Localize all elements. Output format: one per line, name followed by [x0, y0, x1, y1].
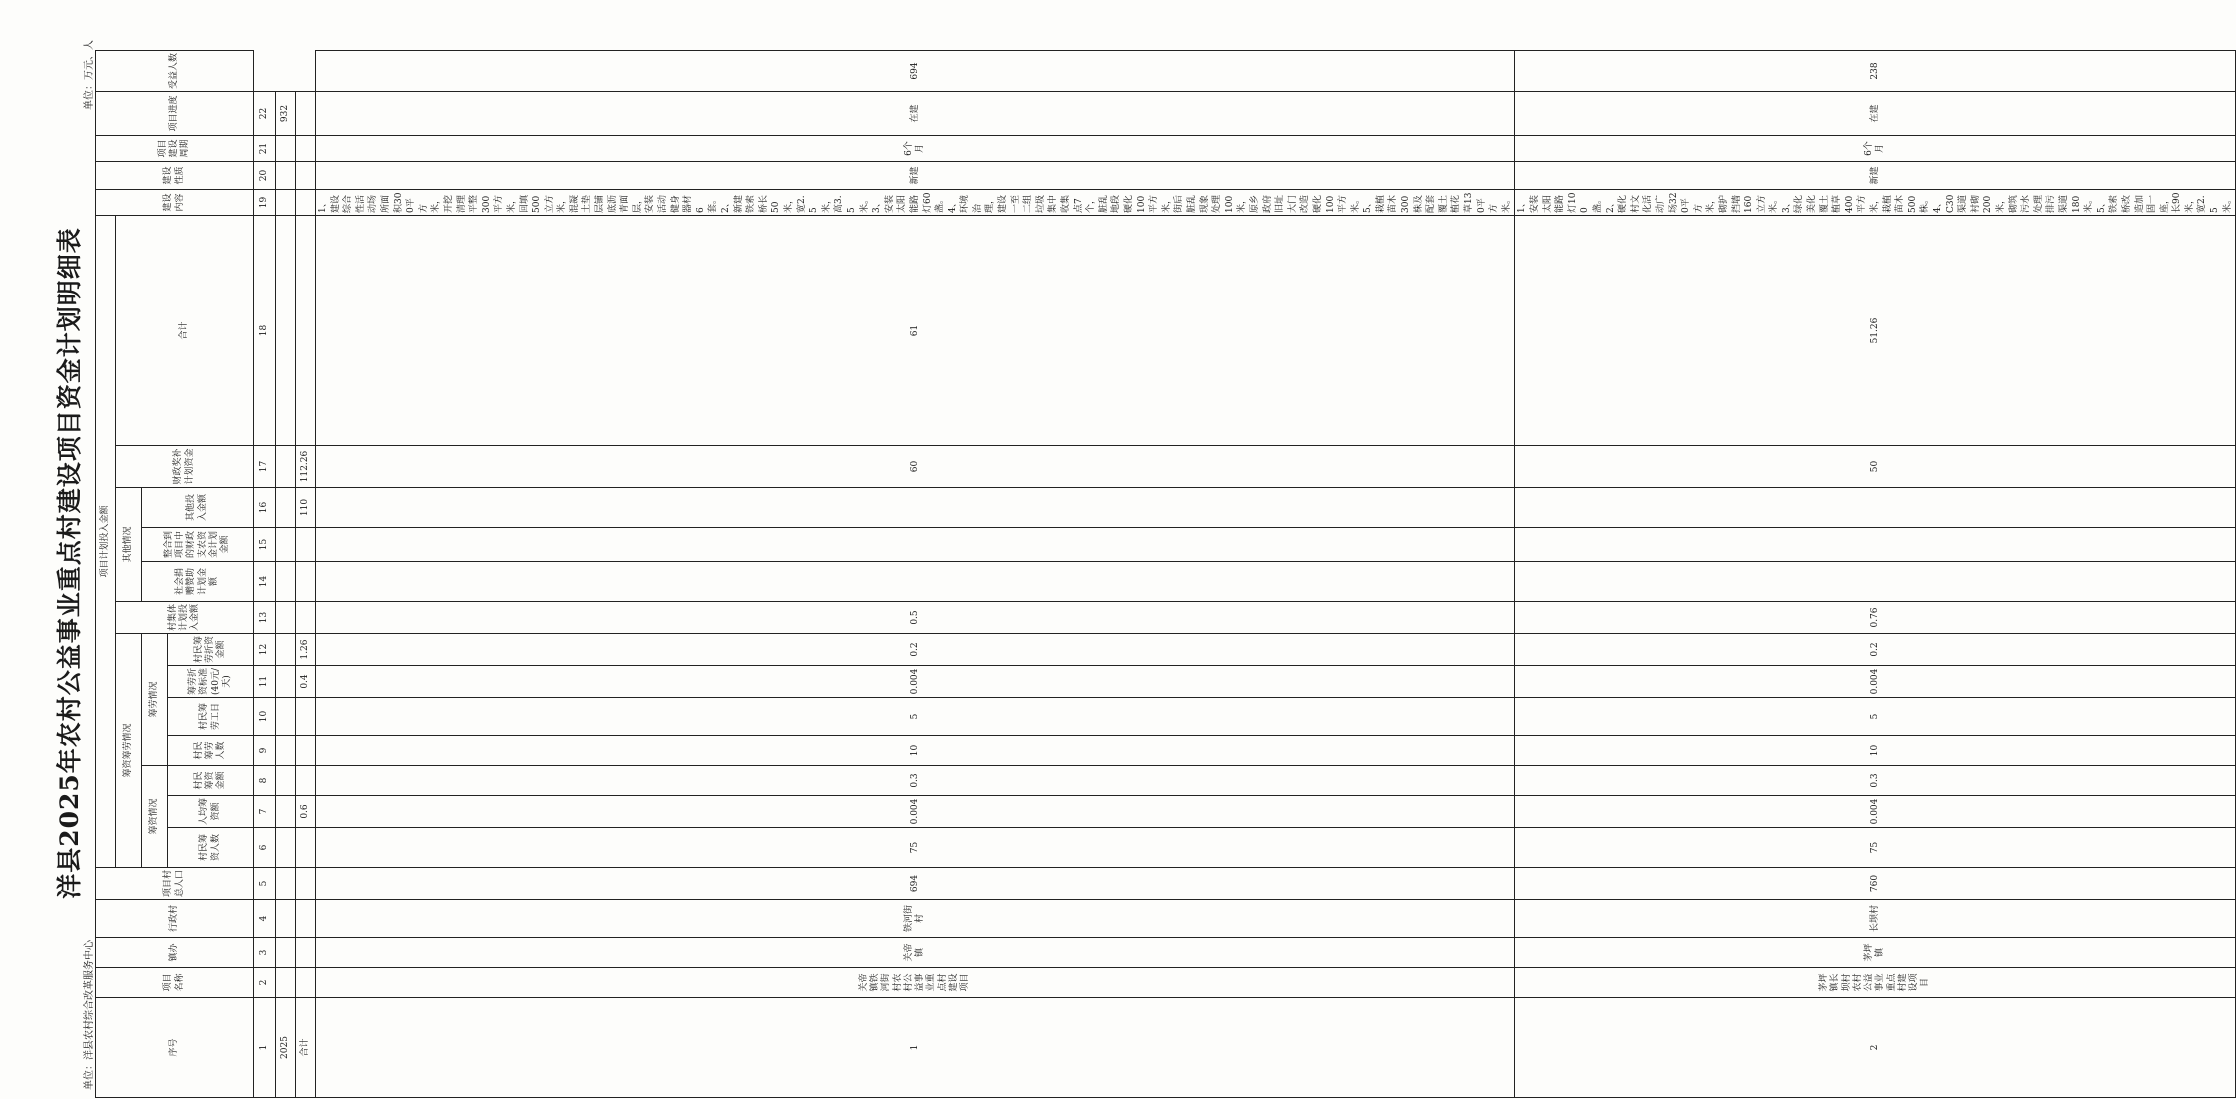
header-content: 建设内容: [96, 190, 254, 216]
row-labor-people: 10: [316, 736, 1515, 766]
header-labor-days: 村民筹劳工日: [168, 698, 254, 736]
header-raise-people: 村民筹资人数: [168, 828, 254, 868]
row-raise-people: 75: [1515, 828, 2236, 868]
header-progress: 项目进度: [96, 92, 254, 136]
row-collective: 0.76: [1515, 602, 2236, 634]
row-seq: 1: [316, 998, 1515, 1098]
header-raise: 筹资筹劳情况: [116, 634, 142, 868]
header-plan-invest: 项目计划投入金额: [96, 216, 116, 868]
header-social: 社会捐赠赞助计划金额: [142, 562, 254, 602]
row-other-invest: [316, 488, 1515, 528]
row-raise-amount: 0.3: [316, 766, 1515, 796]
header-name: 项目名称: [96, 968, 254, 998]
col-num: 1: [254, 998, 276, 1098]
row-labor-std: 0.004: [316, 666, 1515, 698]
col-num: 19: [254, 190, 276, 216]
year-row: [276, 50, 296, 1097]
col-num: 2: [254, 968, 276, 998]
col-num: 21: [254, 136, 276, 162]
header-population: 项目村总人口: [96, 868, 254, 900]
header-labor-raise: 筹劳情况: [142, 634, 168, 766]
header-town: 镇办: [96, 938, 254, 968]
row-village: 铁河街村: [316, 900, 1515, 938]
col-num: 10: [254, 698, 276, 736]
fund-plan-table: [95, 50, 2236, 1098]
row-other-invest: [1515, 488, 2236, 528]
header-fund-raise: 筹资情况: [142, 766, 168, 868]
header-per-capita: 人均筹资额: [168, 796, 254, 828]
column-number-row: [254, 50, 276, 1097]
col-num: 12: [254, 634, 276, 666]
header-period: 项目建设周期: [96, 136, 254, 162]
col-num: 14: [254, 562, 276, 602]
header-other-invest: 其他投入金额: [142, 488, 254, 528]
header-total: 合计: [116, 216, 254, 446]
header-beneficiaries: 受益人数: [96, 50, 254, 91]
sum-fiscal: 110: [296, 488, 316, 528]
row-per-capita: 0.004: [1515, 796, 2236, 828]
col-num: 4: [254, 900, 276, 938]
header-raise-amount: 村民筹资金额: [168, 766, 254, 796]
row-integrate: [316, 528, 1515, 562]
row-content: 1、安装太阳能路灯100盏。2、硬化村文化活动广场320平方米，砌护挡墙160立方米。3、绿化美化覆土植草400平方米，栽植苗木500株。4、C30渠道衬砌200米，砌筑污水处理排污渠道180米。5、铁索桥改造加固一座，长90米，宽2.5米。: [1515, 190, 2236, 216]
header-seq: 序号: [96, 998, 254, 1098]
header-labor-people: 村民筹劳人数: [168, 736, 254, 766]
row-total: 51.26: [1515, 216, 2236, 446]
row-name: 关帝镇铁河街村农村公益事业重点村建设项目: [316, 968, 1515, 998]
row-labor-days: 5: [1515, 698, 2236, 736]
sum-label: 合计: [296, 998, 316, 1098]
row-period: 6个月: [1515, 136, 2236, 162]
sum-raise-amount: 0.6: [296, 796, 316, 828]
col-num: 8: [254, 766, 276, 796]
row-beneficiaries: 694: [316, 50, 1515, 91]
row-progress: 在建: [316, 92, 1515, 136]
row-population: 694: [316, 868, 1515, 900]
row-labor-days: 5: [316, 698, 1515, 736]
row-raise-people: 75: [316, 828, 1515, 868]
header-collective: 村集体计划投入金额: [116, 602, 254, 634]
row-raise-amount: 0.3: [1515, 766, 2236, 796]
row-seq: 2: [1515, 998, 2236, 1098]
row-nature: 新建: [316, 162, 1515, 190]
row-collective: 0.5: [316, 602, 1515, 634]
year-label: 2025: [276, 998, 296, 1098]
col-num: 3: [254, 938, 276, 968]
header-labor-std: 筹劳折资标准(40元/天): [168, 666, 254, 698]
row-town: 关帝镇: [316, 938, 1515, 968]
row-integrate: [1515, 528, 2236, 562]
year-total-beneficiaries: 932: [276, 92, 296, 136]
header-fiscal: 财政奖补计划资金: [116, 446, 254, 488]
row-nature: 新建: [1515, 162, 2236, 190]
header-village: 行政村: [96, 900, 254, 938]
row-social: [1515, 562, 2236, 602]
row-fiscal: 50: [1515, 446, 2236, 488]
row-labor-people: 10: [1515, 736, 2236, 766]
col-num: 20: [254, 162, 276, 190]
row-village: 长坝村: [1515, 900, 2236, 938]
col-num: 6: [254, 828, 276, 868]
col-num: 7: [254, 796, 276, 828]
table-row: [1515, 50, 2236, 1097]
header-labor-value: 村民筹劳折资金额: [168, 634, 254, 666]
row-labor-std: 0.004: [1515, 666, 2236, 698]
row-fiscal: 60: [316, 446, 1515, 488]
col-num: 5: [254, 868, 276, 900]
row-per-capita: 0.004: [316, 796, 1515, 828]
row-labor-value: 0.2: [1515, 634, 2236, 666]
header-nature: 建设性质: [96, 162, 254, 190]
row-social: [316, 562, 1515, 602]
row-progress: 在建: [1515, 92, 2236, 136]
col-num: 18: [254, 216, 276, 446]
row-beneficiaries: 238: [1515, 50, 2236, 91]
row-population: 760: [1515, 868, 2236, 900]
row-name: 茅坪镇长坝村农村公益事业重点村建设项目: [1515, 968, 2236, 998]
sum-row: [296, 50, 316, 1097]
header-other-cond: 其他情况: [116, 488, 142, 602]
unit-of-measure: 单位：万元、人: [84, 40, 95, 110]
col-num: 13: [254, 602, 276, 634]
table-row: [316, 50, 1515, 1097]
col-num: 16: [254, 488, 276, 528]
col-num: 15: [254, 528, 276, 562]
row-labor-value: 0.2: [316, 634, 1515, 666]
document-page: [50, 28, 2233, 1098]
issuing-unit: 单位：洋县农村综合改革服务中心: [84, 940, 95, 1090]
col-num: 11: [254, 666, 276, 698]
col-num: 22: [254, 92, 276, 136]
row-town: 茅坪镇: [1515, 938, 2236, 968]
document-title: 洋县2025年农村公益事业重点村建设项目资金计划明细表: [55, 227, 84, 899]
header-integrate: 整合到项目中的财政支农资金计划金额: [142, 528, 254, 562]
row-content: 1、建设综合性活动场所面积300平方米，开挖清理平整300平方米，回填500立方米，混凝土垫层铺底沥青面层，安装活动健身器材6套。2、新建铁索桥长50米，宽2.5米，高3.5米。3、安装太阳能路灯60盏。4、环境治理，建设一至二组垃圾集中收集点7个，脏乱地段硬化100平方米，街后脏乱现象处理100米，原乡政府旧址大门改造硬化100平方米。5、栽植苗木300株及配套覆土植花草130平方米。: [316, 190, 1515, 216]
col-num: 17: [254, 446, 276, 488]
row-total: 61: [316, 216, 1515, 446]
sum-collective: 1.26: [296, 634, 316, 666]
sum-labor-value: 0.4: [296, 666, 316, 698]
col-num: 9: [254, 736, 276, 766]
sum-total: 112.26: [296, 446, 316, 488]
row-period: 6个月: [316, 136, 1515, 162]
